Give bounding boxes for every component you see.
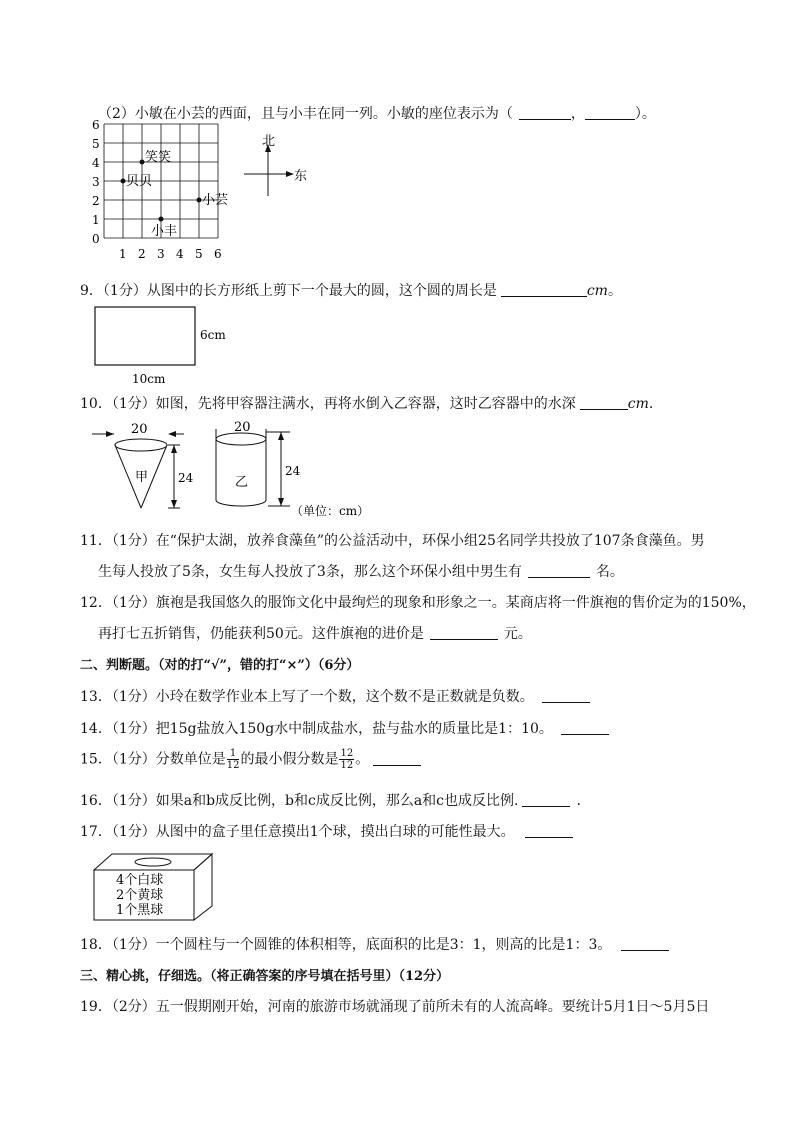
seat-point-label: 笑笑 <box>145 150 172 165</box>
cylinder-container <box>216 420 369 518</box>
q8-2-line <box>98 103 656 123</box>
q15-mid: 的最小假分数是 <box>240 751 339 768</box>
q11-line1 <box>80 530 705 550</box>
x-tick-label: 5 <box>195 247 203 261</box>
q16-end: . <box>576 793 581 809</box>
q14-text: 14．（1分）把15g盐放入150g水中制成盐水，盐与盐水的质量比是1：10。 <box>80 721 553 737</box>
q18-line <box>80 934 669 954</box>
x-tick-label: 3 <box>157 247 165 261</box>
seat-point <box>121 179 126 184</box>
fraction-unit <box>227 748 240 771</box>
cone-name-label: 甲 <box>135 470 149 485</box>
containers-figure <box>88 418 408 522</box>
y-tick-label: 0 <box>92 232 100 246</box>
grid-x-ticks <box>119 247 222 261</box>
frac-numerator: 12 <box>340 748 354 759</box>
q9-unit: cm <box>586 283 608 299</box>
unit-note: （单位：cm） <box>291 504 370 518</box>
answer-blank[interactable] <box>501 282 587 297</box>
seat-point <box>159 217 164 222</box>
q10-line <box>80 393 653 413</box>
seat-point <box>197 198 202 203</box>
q17-text: 17．（1分）从图中的盒子里任意摸出1个球，摸出白球的可能性最大。 <box>80 824 515 840</box>
y-tick-label: 4 <box>92 156 100 170</box>
cone-height-label: 24 <box>178 471 194 485</box>
q10-end: . <box>648 396 654 412</box>
section-2-heading: 二、判断题。（对的打“√”，错的打“×”）（6分） <box>80 658 360 673</box>
cone-container <box>92 422 194 508</box>
q16-line <box>80 790 581 810</box>
q11-text-1: 11．（1分）在“保护太湖，放养食藻鱼”的公益活动中，环保小组25名同学共投放了107条食藻鱼。男 <box>80 533 705 549</box>
q15-end: 。 <box>355 751 370 768</box>
cone-diameter-label: 20 <box>131 422 148 437</box>
answer-blank[interactable] <box>519 105 571 120</box>
y-tick-label: 1 <box>92 213 100 227</box>
q12-text-1: 12．（1分）旗袍是我国悠久的服饰文化中最绚烂的现象和形象之一。某商店将一件旗袍的售价定为的150%， <box>80 595 756 611</box>
grid-y-ticks <box>92 118 100 246</box>
frac-denominator: 12 <box>226 760 240 771</box>
answer-blank[interactable] <box>373 751 421 766</box>
q13-line <box>80 686 590 706</box>
q16-text: 16．（1分）如果a和b成反比例，b和c成反比例，那么a和c也成反比例. <box>80 793 519 809</box>
x-tick-label: 6 <box>214 247 222 261</box>
q18-text: 18．（1分）一个圆柱与一个圆锥的体积相等，底面积的比是3：1，则高的比是1：3。 <box>80 937 612 953</box>
section-3-heading: 三、精心挑，仔细选。（将正确答案的序号填在括号里）（12分） <box>80 969 450 984</box>
q8-2-text: （2）小敏在小芸的西面，且与小丰在同一列。小敏的座位表示为（ <box>98 106 513 122</box>
y-tick-label: 5 <box>92 137 100 151</box>
q9-line <box>80 280 622 300</box>
y-tick-label: 3 <box>92 175 100 189</box>
grid-points <box>121 150 229 239</box>
compass <box>244 134 307 196</box>
q11-line2 <box>98 561 624 581</box>
compass-north-label: 北 <box>262 134 276 149</box>
q12-line2 <box>98 623 532 643</box>
q11-end: 名。 <box>595 564 624 580</box>
answer-blank[interactable] <box>542 688 590 703</box>
answer-blank[interactable] <box>525 823 573 838</box>
answer-blank[interactable] <box>430 625 498 640</box>
q14-line <box>80 718 609 738</box>
q15-prefix: 15．（1分）分数单位是 <box>80 751 226 768</box>
answer-blank[interactable] <box>561 720 609 735</box>
y-tick-label: 6 <box>92 118 100 132</box>
rectangle <box>95 307 195 365</box>
q10-unit: cm <box>627 396 649 412</box>
y-tick-label: 2 <box>92 194 100 208</box>
q11-text-2: 生每人投放了5条，女生每人投放了3条，那么这个环保小组中男生有 <box>98 564 522 580</box>
answer-blank[interactable] <box>621 936 669 951</box>
box-opening <box>135 858 171 866</box>
q15-line <box>80 748 421 771</box>
fraction-improper <box>339 748 354 771</box>
box-line-black: 1个黑球 <box>116 903 164 918</box>
cylinder-name-label: 乙 <box>235 475 249 490</box>
answer-blank[interactable] <box>528 563 590 578</box>
q9-end: 。 <box>607 283 622 299</box>
ball-box-figure <box>90 850 220 924</box>
q12-end: 元。 <box>503 626 532 642</box>
seat-grid-figure <box>88 118 328 268</box>
answer-blank[interactable] <box>580 395 628 410</box>
box-line-yellow: 2个黄球 <box>116 888 164 903</box>
seat-point-label: 小芸 <box>202 193 229 208</box>
q19-text: 19．（2分）五一假期刚开始，河南的旅游市场就涌现了前所未有的人流高峰。要统计5月1日～5月5日 <box>80 999 710 1015</box>
answer-blank[interactable] <box>585 105 635 120</box>
q10-text: 10．（1分）如图，先将甲容器注满水，再将水倒入乙容器，这时乙容器中的水深 <box>80 396 576 412</box>
frac-denominator: 12 <box>340 760 354 771</box>
answer-blank[interactable] <box>522 792 570 807</box>
seat-point <box>140 160 145 165</box>
compass-east-label: 东 <box>294 169 308 184</box>
q19-line <box>80 996 709 1016</box>
q17-line <box>80 821 573 841</box>
cylinder-diameter-label: 20 <box>234 420 251 435</box>
q9-text: 9．（1分）从图中的长方形纸上剪下一个最大的圆，这个圆的周长是 <box>80 283 497 299</box>
frac-numerator: 1 <box>227 748 240 760</box>
comma: ， <box>570 106 585 122</box>
seat-point-label: 小丰 <box>151 224 178 239</box>
box-line-white: 4个白球 <box>116 873 164 888</box>
q8-2-end: ）。 <box>634 106 656 122</box>
x-tick-label: 4 <box>176 247 184 261</box>
q12-line1 <box>80 592 756 612</box>
q13-text: 13．（1分）小玲在数学作业本上写了一个数，这个数不是正数就是负数。 <box>80 689 534 705</box>
rectangle-figure <box>90 302 250 388</box>
x-tick-label: 1 <box>119 247 127 261</box>
rect-height-label: 6cm <box>200 328 226 342</box>
seat-point-label: 贝贝 <box>126 174 153 189</box>
rect-width-label: 10cm <box>132 372 166 386</box>
x-tick-label: 2 <box>138 247 146 261</box>
q12-text-2: 再打七五折销售，仍能获利50元。这件旗袍的进价是 <box>98 626 424 642</box>
cylinder-height-label: 24 <box>285 464 301 478</box>
